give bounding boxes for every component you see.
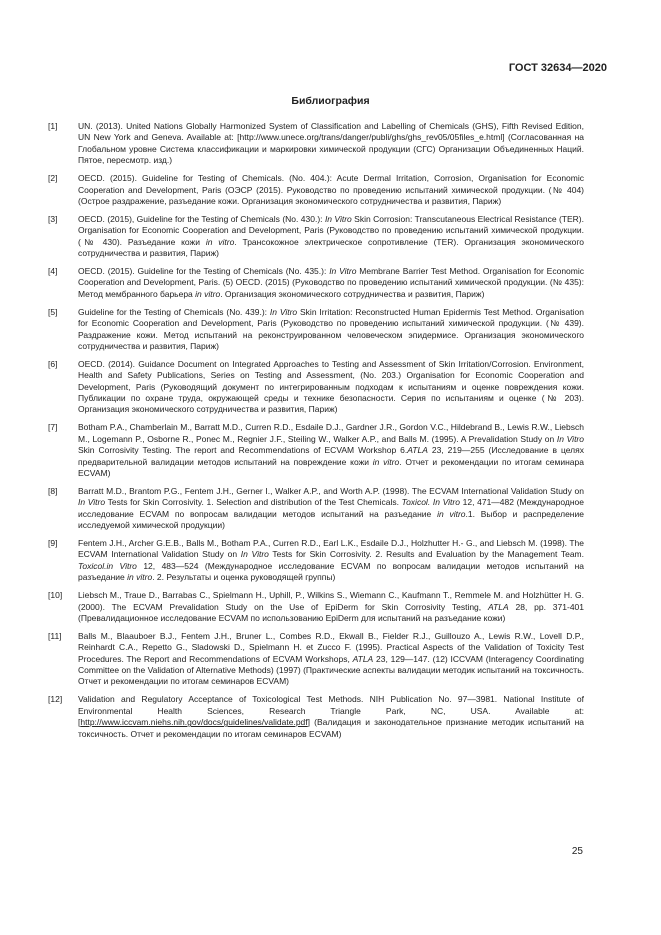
reference-number: [9]	[48, 538, 58, 548]
reference-number: [4]	[48, 265, 58, 276]
reference-link[interactable]: http://www.iccvam.niehs.nih.gov/docs/guidelines/validate.pdf	[80, 717, 308, 728]
reference-7	[48, 422, 584, 479]
reference-text: Balls M., Blaauboer B.J., Fentem J.H., Bruner L., Combes R.D., Ekwall B., Fielder R.J., Guillouzo A., Lewis R.W., Lovell D.P., Reinhardt C.A., Repetto G., Sladowski D., Spielmann H. et Zucco F. (1995). Practical Aspects of the Validation of Toxicity Test Procedures. The Report and Recommendations of ECVAM Workshops, ATLA 23, 129—147. (12) ICCVAM (Interagency Coordinating Committee on the Validation of Alternative Methods) (1997) (Практические аспекты валидации методик испытаний на токсичность. Отчет и рекомендации по итогам семинаров ECVAM)	[78, 630, 584, 687]
reference-text: OECD. (2015), Guideline for the Testing of Chemicals (No. 430.): In Vitro Skin Corrosion: Transcutaneous Electrical Resistance (TER). Organisation for Economic Cooperation and Development, Paris (Руководство по проведению испытаний химической продукции. (№ 430). Разъедание кожи in vitro. Трансокожное электрическое сопротивление (TER). Организация экономического сотрудничества и развития, Париж)	[78, 213, 584, 259]
reference-number: [7]	[48, 422, 58, 433]
reference-12	[48, 694, 584, 740]
reference-5	[48, 307, 584, 353]
reference-text: Fentem J.H., Archer G.E.B., Balls M., Botham P.A., Curren R.D., Earl L.K., Esdaile D.J., Holzhutter H.- G., and Liebsch M. (1998). The ECVAM International Validation Study on In Vitro Tests for Skin Corrosivity. 2. Results and Evaluation by the Management Team. Toxicol.in Vitro 12, 483—524 (Международное исследование ECVAM по вопросам валидации методов испытаний на разъедание in vitro. 2. Результаты и оценка руководящей группы)	[78, 538, 584, 583]
reference-text: UN. (2013). United Nations Globally Harmonized System of Classification and Labelling of Chemicals (GHS), Fifth Revised Edition, UN New York and Geneva. Available at: [http://www.unece.org/trans/danger/publi/ghs/ghs_rev05/05files_e.html] (Согласованная на Глобальном уровне Система классификации и маркировки химической продукции (СГС) Организации Объединенных Наций. Пятое, пересмотр. изд.)	[78, 121, 584, 166]
reference-text: Botham P.A., Chamberlain M., Barratt M.D., Curren R.D., Esdaile D.J., Gardner J.R., Gordon V.C., Hildebrand B., Lewis R.W., Liebsch M., Logemann P., Osborne R., Ponec M., Regnier J.F., Steiling W., Walker A.P., and Balls M. (1995). A Prevalidation Study on In Vitro Skin Corrosivity Testing. The report and Recommendations of ECVAM Workshop 6.ATLA 23, 219—255 (Исследование в целях предварительной валидации методов испытаний на повреждение кожи in vitro. Отчет и рекомендации по итогам семинара ECVAM)	[78, 422, 584, 478]
reference-number: [12]	[48, 694, 63, 705]
reference-9	[48, 538, 584, 584]
reference-text: OECD. (2015). Guideline for the Testing of Chemicals (No. 435.): In Vitro Membrane Barrier Test Method. Organisation for Economic Cooperation and Development, Paris. (5) OECD. (2015) (Руководство по проведению испытаний химической продукции. (№ 435): Метод мембранного барьера in vitro. Организация экономического сотрудничества и развития, Париж)	[78, 265, 584, 299]
reference-8	[48, 486, 584, 532]
reference-10	[48, 590, 584, 624]
bibliography-list	[48, 121, 584, 747]
page-number: 25	[571, 846, 583, 857]
reference-number: [8]	[48, 485, 58, 496]
reference-number: [5]	[48, 306, 58, 317]
reference-1	[48, 121, 584, 167]
reference-3	[48, 214, 584, 260]
reference-number: [3]	[48, 213, 58, 224]
reference-text: OECD. (2014). Guidance Document on Integrated Approaches to Testing and Assessment of Skin Irritation/Corrosion. Environment, Health and Safety Publications, Series on Testing and Assessment, (No. 203.) Organisation for Economic Cooperation and Development, Paris (Руководящий документ по интегрированным подходам к испытаниям и оценке повреждения кожи. Публикации по охране труда, окружающей среды и технике безопасности. Серия по испытаниям и оценке (№ 203). Организация экономического сотрудничества и развития, Париж)	[78, 358, 584, 415]
reference-number: [11]	[48, 630, 62, 641]
standard-number: ГОСТ 32634—2020	[508, 62, 607, 74]
reference-text: OECD. (2015). Guideline for Testing of Chemicals. (No. 404.): Acute Dermal Irritation, Corrosion, Organisation for Economic Cooperation and Development, Paris (ОЭСР (2015). Руководство по проведению испытаний химической продукции. (№ 404) (Острое раздражение, разъедание кожи. Организация экономического сотрудничества и развития, Париж)	[78, 173, 584, 206]
reference-text: Guideline for the Testing of Chemicals (No. 439.): In Vitro Skin Irritation: Reconstructed Human Epidermis Test Method. Organisation for Economic Cooperation and Development, Paris (Руководство по проведению испытаний химической продукции. (№ 439). Раздражение кожи. Метод испытаний на реконструированном человеческом эпидермисе. Организация экономического сотрудничества и развития, Париж)	[78, 306, 584, 351]
reference-number: [2]	[48, 173, 58, 184]
page-title: Библиография	[291, 95, 370, 107]
reference-text: Barratt M.D., Brantom P.G., Fentem J.H., Gerner I., Walker A.P., and Worth A.P. (1998). The ECVAM International Validation Study on In Vitro Tests for Skin Corrosivity. 1. Selection and distribution of the Test Chemicals. Toxicol. In Vitro 12, 471—482 (Международное исследование ECVAM по вопросам валидации методов испытаний на разъедание in vitro.1. Выбор и распределение исследуемой химической продукции)	[78, 485, 585, 531]
reference-6	[48, 359, 584, 416]
reference-2	[48, 173, 584, 207]
reference-number: [6]	[48, 358, 58, 369]
reference-text: Liebsch M., Traue D., Barrabas C., Spielmann H., Uphill, P., Wilkins S., Wiemann C., Kaufmann T., Remmele M. and Holzhütter H. G. (2000). The ECVAM Prevalidation Study on the Use of EpiDerm for Skin Corrosivity Testing, ATLA 28, pp. 371-401 (Превалидационное исследование ECVAM по использованию EpiDerm для испытаний на разъедание кожи)	[78, 590, 584, 623]
reference-4	[48, 266, 584, 300]
reference-number: [10]	[48, 590, 63, 601]
reference-11	[48, 631, 584, 688]
reference-text: Validation and Regulatory Acceptance of Toxicological Test Methods. NIH Publication No. 97—3981. National Institute of Environmental Health Sciences, Research Triangle Park, NC, USA. Available at: [http://www.iccvam.niehs.nih.gov/docs/guidelines/validate.pdf] (Валидация и законодательное признание методик испытаний на токсичность. Отчет и рекомендации по итогам семинаров ECVAM)	[78, 694, 584, 739]
reference-number: [1]	[48, 121, 58, 131]
